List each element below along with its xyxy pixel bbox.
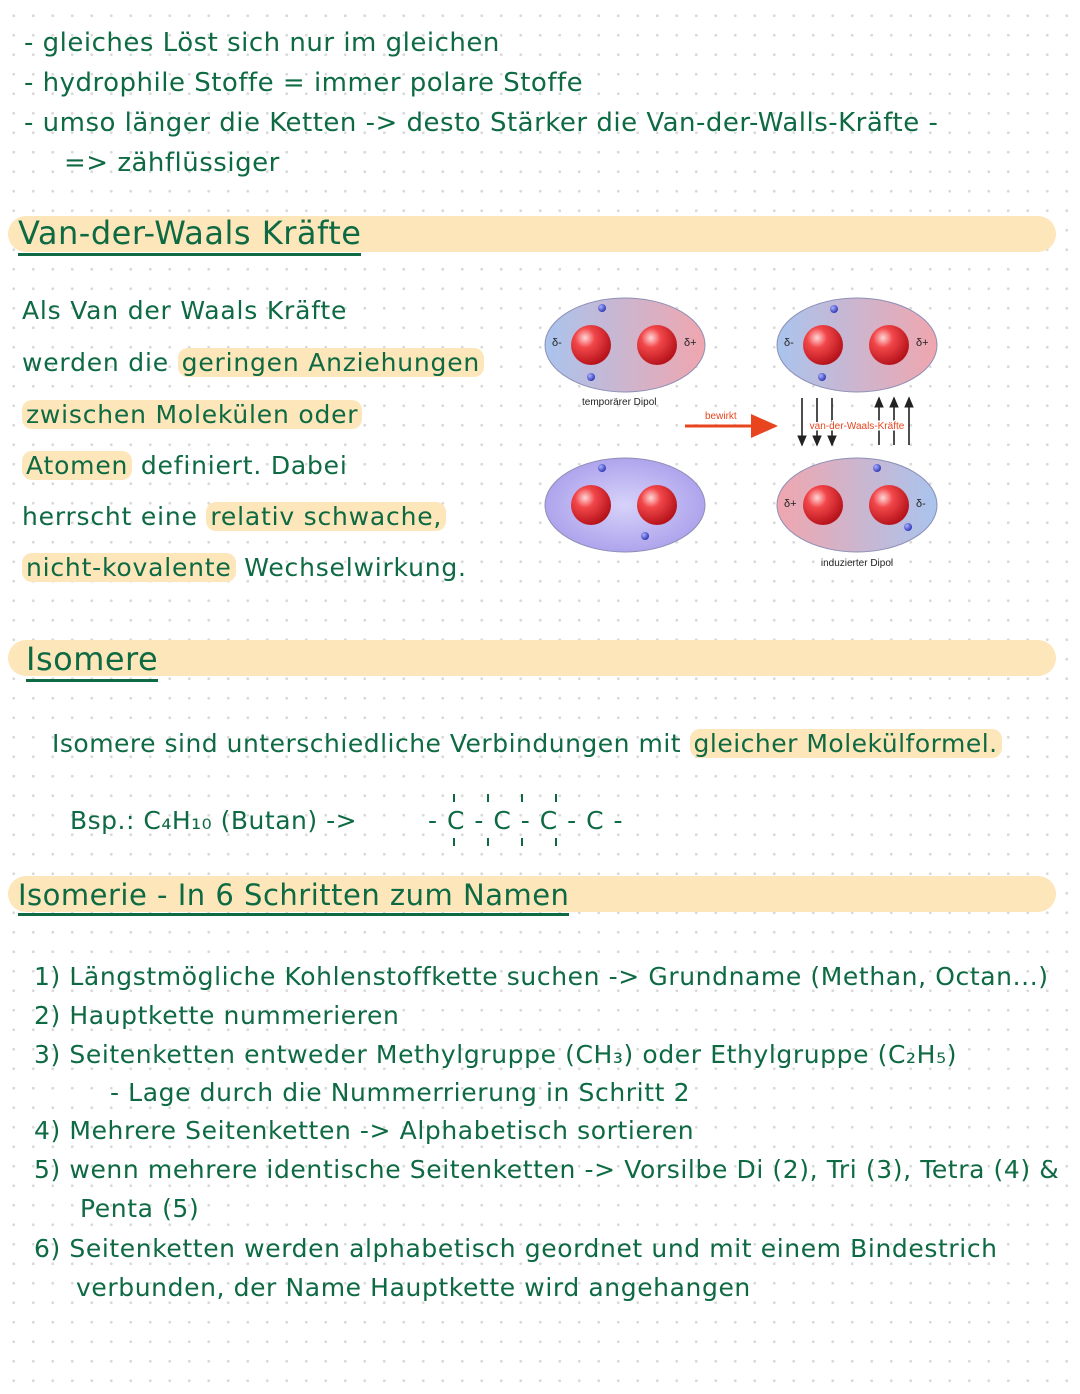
vdw-paragraph-line-3: [22, 400, 362, 429]
vdw-paragraph-line-5: [22, 502, 446, 531]
note-line-4: => zähflüssiger: [64, 148, 280, 178]
vdw-paragraph-line-2: [22, 348, 484, 377]
heading-vdw: Van-der-Waals Kräfte: [18, 214, 361, 256]
atom-sphere: [869, 485, 909, 525]
highlight-geringen-anziehungen: geringen Anziehungen: [178, 348, 484, 377]
note-line-1: - gleiches Löst sich nur im gleichen: [24, 28, 500, 58]
electron-dot: [818, 373, 826, 381]
electron-dot: [587, 373, 595, 381]
atom-sphere: [803, 325, 843, 365]
step-5-continued: Penta (5): [80, 1194, 200, 1223]
delta-minus-label: δ-: [784, 337, 794, 349]
vdw-paragraph-line-1: Als Van der Waals Kräfte: [22, 296, 348, 325]
section-banner-isomere: [8, 640, 1056, 676]
vdw-text: definiert. Dabei: [132, 451, 348, 480]
atom-sphere: [637, 485, 677, 525]
electron-dot: [598, 304, 606, 312]
vdw-text: Wechselwirkung.: [235, 553, 467, 582]
step-2: 2) Hauptkette nummerieren: [34, 1001, 400, 1030]
bewirkt-label: bewirkt: [705, 411, 737, 422]
molecule-ellipse-induced-dipole: [777, 458, 937, 552]
electron-dot: [904, 523, 912, 531]
isomere-example: [70, 806, 357, 835]
electron-dot: [598, 464, 606, 472]
isomere-definition-text: Isomere sind unterschiedliche Verbindungen mit: [52, 729, 690, 758]
atom-sphere: [637, 325, 677, 365]
butane-bond-ticks: [428, 792, 588, 852]
step-3-subnote: - Lage durch die Nummerrierung in Schritt 2: [110, 1078, 691, 1107]
vdw-text: werden die: [22, 348, 178, 377]
note-line-3: - umso länger die Ketten -> desto Stärker die Van-der-Walls-Kräfte -: [24, 108, 939, 138]
molecule-ellipse-temp-dipole-2: [777, 298, 937, 392]
step-5: 5) wenn mehrere identische Seitenketten -> Vorsilbe Di (2), Tri (3), Tetra (4) &: [34, 1155, 1060, 1184]
atom-sphere: [869, 325, 909, 365]
delta-plus-label: δ+: [916, 337, 929, 349]
vdw-force-label: van-der-Waals-Kräfte: [809, 421, 905, 432]
example-name: (Butan) ->: [212, 806, 358, 835]
atom-sphere: [571, 485, 611, 525]
step-4: 4) Mehrere Seitenketten -> Alphabetisch sortieren: [34, 1116, 695, 1145]
example-prefix: Bsp.:: [70, 806, 144, 835]
vdw-text: herrscht eine: [22, 502, 207, 531]
induced-dipole-label: induzierter Dipol: [820, 558, 894, 569]
atom-sphere: [803, 485, 843, 525]
electron-dot: [830, 305, 838, 313]
vdw-diagram: [535, 295, 955, 580]
vdw-paragraph-line-4: [22, 451, 348, 480]
highlight-atomen: Atomen: [22, 451, 132, 480]
heading-isomerie: Isomerie - In 6 Schritten zum Namen: [18, 878, 569, 916]
heading-isomere: Isomere: [26, 640, 158, 682]
step-3: 3) Seitenketten entweder Methylgruppe (CH₃) oder Ethylgruppe (C₂H₅): [34, 1040, 958, 1069]
isomere-definition: [52, 729, 1002, 758]
example-formula: C₄H₁₀: [143, 806, 213, 835]
delta-minus-label: δ-: [552, 337, 562, 349]
step-6: 6) Seitenketten werden alphabetisch geordnet und mit einem Bindestrich: [34, 1234, 998, 1263]
atom-sphere: [571, 325, 611, 365]
temp-dipole-label: temporärer Dipol: [582, 397, 657, 408]
molecule-ellipse-temp-dipole: [545, 298, 705, 392]
highlight-zwischen-molekuelen: zwischen Molekülen oder: [22, 400, 362, 429]
electron-dot: [641, 532, 649, 540]
highlight-gleicher-molekuelformel: gleicher Molekülformel.: [690, 729, 1002, 758]
highlight-nicht-kovalente: nicht-kovalente: [22, 553, 236, 582]
highlight-relativ-schwache: relativ schwache,: [206, 502, 446, 531]
step-6-continued: verbunden, der Name Hauptkette wird angehangen: [76, 1273, 751, 1302]
delta-plus-label: δ+: [784, 498, 797, 510]
note-line-2: - hydrophile Stoffe = immer polare Stoffe: [24, 68, 584, 98]
butane-structure-text: - C - C - C - C -: [428, 806, 624, 835]
delta-plus-label: δ+: [684, 337, 697, 349]
delta-minus-label: δ-: [916, 498, 926, 510]
electron-dot: [873, 464, 881, 472]
vdw-paragraph-line-6: [22, 553, 467, 582]
molecule-ellipse-neutral: [545, 458, 705, 552]
step-1: 1) Längstmögliche Kohlenstoffkette suchen -> Grundname (Methan, Octan...): [34, 962, 1049, 991]
